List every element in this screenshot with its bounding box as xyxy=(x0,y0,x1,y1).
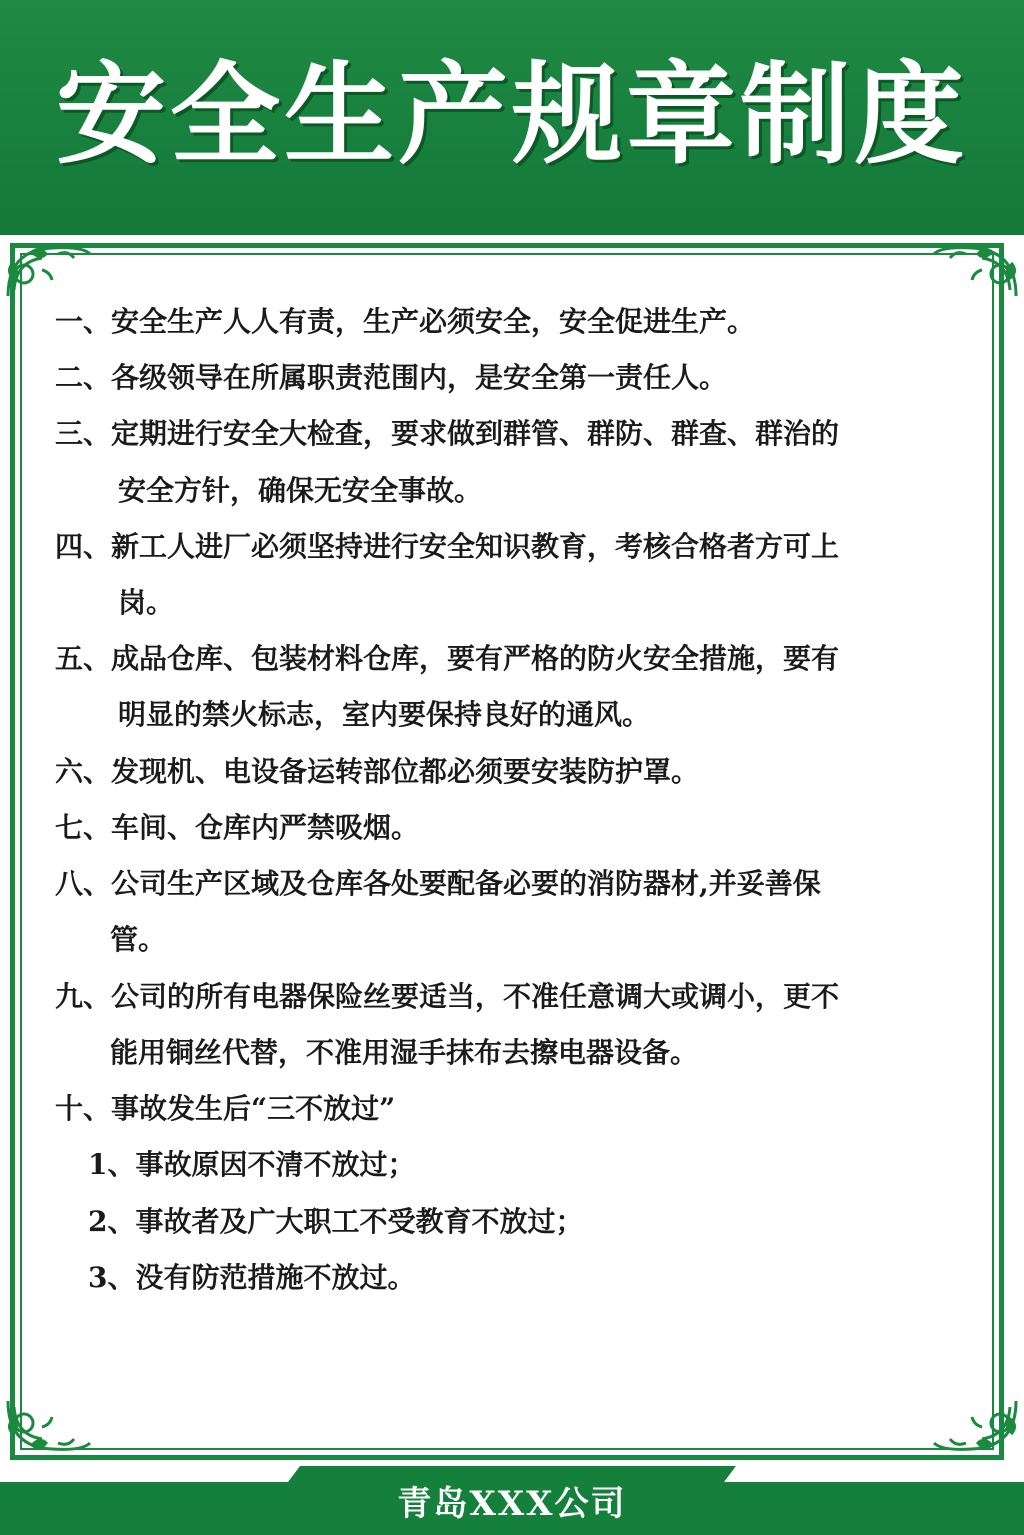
rule-item-5-continuation: 明显的禁火标志，室内要保持良好的通风。 xyxy=(118,698,651,731)
rule-item-7: 七、车间、仓库内严禁吸烟。 xyxy=(55,811,420,844)
rule-item-9-continuation: 能用铜丝代替，不准用湿手抹布去擦电器设备。 xyxy=(110,1036,699,1069)
subrule-item-1: 1、事故原因不清不放过； xyxy=(88,1148,416,1181)
rule-item-1: 一、安全生产人人有责，生产必须安全，安全促进生产。 xyxy=(55,305,756,338)
rule-item-10: 十、事故发生后“三不放过” xyxy=(55,1092,396,1125)
rule-item-3: 三、定期进行安全大检查，要求做到群管、群防、群查、群治的 xyxy=(55,417,840,450)
subrule-item-2: 2、事故者及广大职工不受教育不放过； xyxy=(88,1205,584,1238)
rule-item-2: 二、各级领导在所属职责范围内，是安全第一责任人。 xyxy=(55,361,728,394)
rule-item-8: 八、公司生产区域及仓库各处要配备必要的消防器材,并妥善保 xyxy=(55,867,821,900)
rule-item-5: 五、成品仓库、包装材料仓库，要有严格的防火安全措施，要有 xyxy=(55,642,840,675)
subrule-item-3: 3、没有防范措施不放过。 xyxy=(88,1261,416,1294)
rule-item-4: 四、新工人进厂必须坚持进行安全知识教育，考核合格者方可上 xyxy=(55,530,840,563)
rule-item-8-continuation: 管。 xyxy=(110,923,167,956)
rule-item-4-continuation: 岗。 xyxy=(118,586,175,619)
rule-item-3-continuation: 安全方针，确保无安全事故。 xyxy=(118,474,483,507)
company-name: 青岛XXX公司 xyxy=(397,1484,627,1524)
page-title: 安全生产规章制度 xyxy=(56,51,968,179)
rule-item-9: 九、公司的所有电器保险丝要适当，不准任意调大或调小，更不 xyxy=(55,980,840,1013)
rule-item-6: 六、发现机、电设备运转部位都必须要安装防护罩。 xyxy=(55,755,700,788)
